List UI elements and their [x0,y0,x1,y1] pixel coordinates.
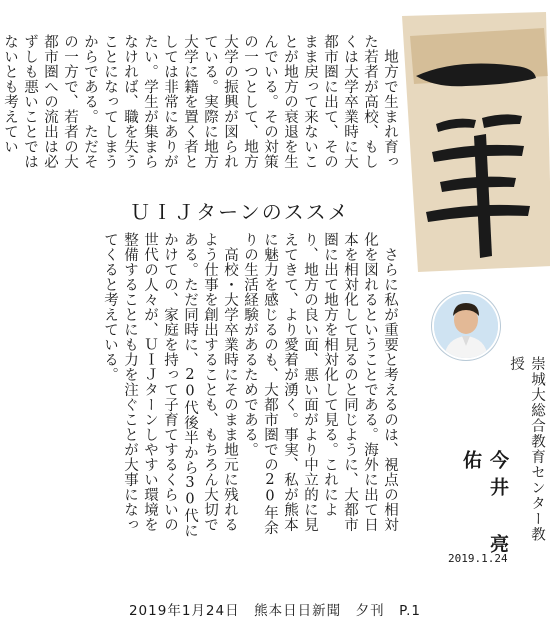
column-banner-text: 一筆 [473,246,475,247]
footer-source: 2019年1月24日 熊本日日新聞 夕刊 P.1 [128,603,422,619]
article-paragraph: 高校・大学卒業時にそのまま地元に残れるよう仕事を創出することも、もちろん大切である。ただ同時に、20代後半から30代にかけての、家庭を持って子育てするくらいの世代の人々が、ＵＩＪターンしやすい環境を整備することにも力を注ぐことが大事になってくると考えている。 [102,232,238,538]
article-paragraph: 地方で生まれ育った若者が高校、もしくは大学卒業時に大都市圏に出て、そのまま戻って来ないことが地方の衰退を生んでいる。その対策の一つとして、地方大学の振興が図られている。実際に地方大学に籍を置く者としては非常にありがたい。学生が集まらなければ、職を失うことになってしまうからである。ただその一方で、若者の大都市圏への流出は必ずしも悪いことではないとも考えてい [2,34,398,169]
author-photo [432,292,500,360]
author-name: 今井 亮佑 [460,450,509,561]
author-panel [400,0,550,590]
article-top-text [2,34,400,180]
publication-date: 2019.1.24 [448,552,508,565]
article-title: ＵＩＪターンのススメ [130,200,350,224]
article-bottom-text [22,232,400,542]
author-affiliation: 崇城大総合教育センター教授 [508,356,545,542]
column-banner-logo [396,6,550,276]
article-paragraph: さらに私が重要と考えるのは、視点の相対化を図れるということである。海外に出て日本を相対化して見るのと同じように、大都市圏に出て地方を相対化して見る。これにより、地方の良い面、悪い面がより中立的に見えてきて、より愛着が湧く。事実、私が熊本に魅力を感じるのも、大都市圏での20年余りの生活経験があるためである。 [242,232,398,535]
